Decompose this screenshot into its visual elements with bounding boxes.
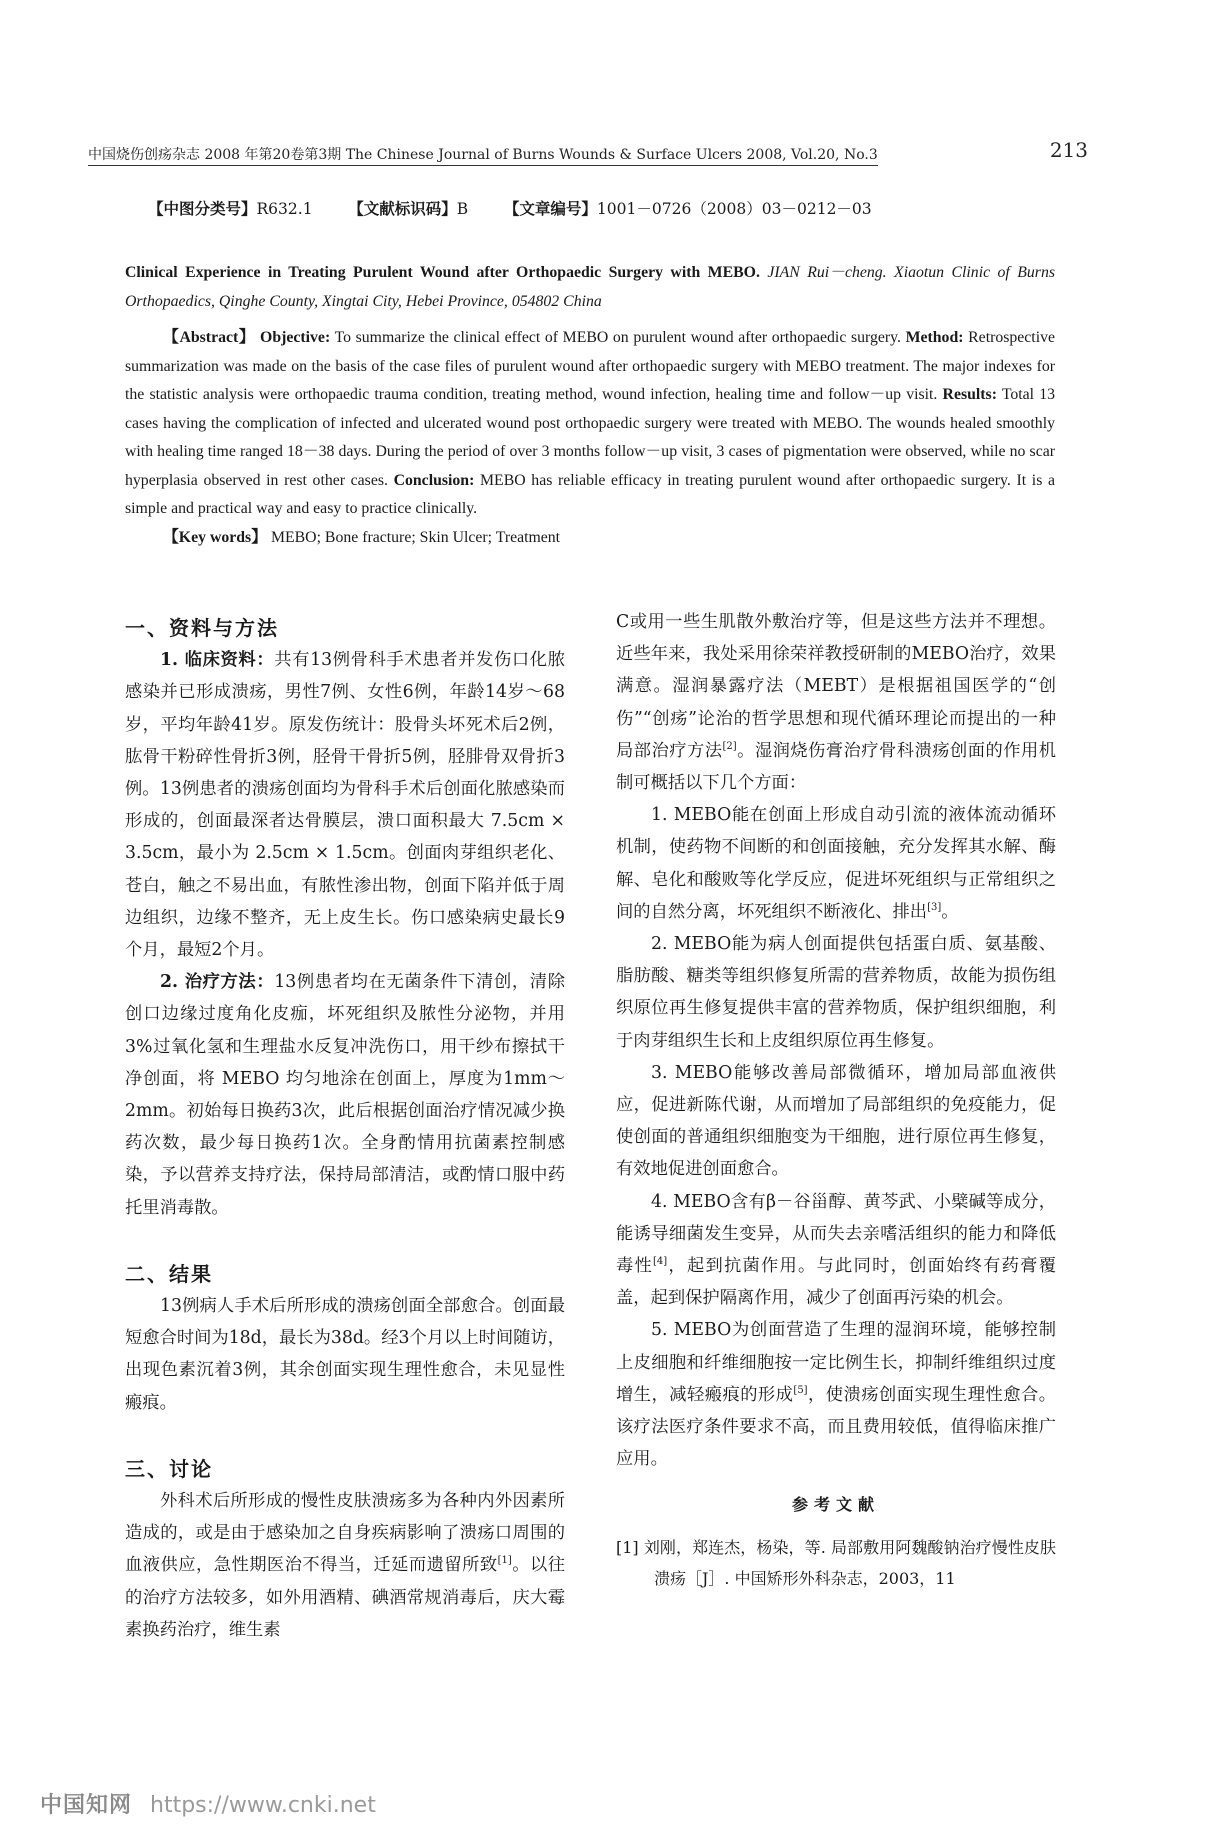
clc-label: 【中图分类号】 <box>148 199 257 218</box>
mechanism-1-text: 1. MEBO能在创面上形成自动引流的液体流动循环机制，使药物不间断的和创面接触，充分发挥其水解、酶解、皂化和酸败等化学反应，促进坏死组织与正常组织之间的自然分离，坏死组织不断液化、排出 <box>616 805 1056 922</box>
continued-text: C或用一些生肌散外敷治疗等，但是这些方法并不理想。近些年来，我处采用徐荣祥教授研制的MEBO治疗，效果满意。湿润暴露疗法（MEBT）是根据祖国医学的“创伤”“创疡”论治的哲学思想和现代循环理论而提出的一种局部治疗方法 <box>616 612 1056 761</box>
citation-3: [3] <box>927 902 942 914</box>
doc-code-label: 【文献标识码】 <box>348 199 457 218</box>
section-heading-methods: 一、资料与方法 <box>125 616 279 640</box>
citation-1: [1] <box>497 1555 512 1567</box>
english-abstract <box>125 324 1055 552</box>
mechanism-5-tail: ，使溃疡创面实现生理性愈合。该疗法医疗条件要求不高，而且费用较低，值得临床推广应用。 <box>616 1384 1056 1470</box>
mechanism-5-text: 5. MEBO为创面营造了生理的湿润环境，能够控制上皮细胞和纤维细胞按一定比例生长，抑制纤维组织过度增生，减轻瘢痕的形成 <box>616 1320 1056 1405</box>
english-title-block <box>125 258 1055 316</box>
mechanism-item-5 <box>616 1314 1056 1475</box>
clinical-data-label: 1. 临床资料： <box>160 650 275 671</box>
mechanism-item-1 <box>616 799 1056 928</box>
journal-running-title: 中国烧伤创疡杂志 2008 年第20卷第3期 The Chinese Journal of Burns Wounds & Surface Ulcers 2008, Vol.20, No.3 <box>88 144 878 166</box>
reference-1: [1] 刘刚，郑连杰，杨染，等. 局部敷用阿魏酸钠治疗慢性皮肤溃疡［J］. 中国矫形外科杂志，2003，11 <box>616 1537 1056 1588</box>
watermark-brand: 中国知网 <box>40 1793 133 1818</box>
running-header <box>88 138 1088 168</box>
keywords-label: 【Key words】 <box>163 528 267 546</box>
treatment-method-label: 2. 治疗方法： <box>160 972 275 993</box>
section-heading-results: 二、结果 <box>125 1261 213 1286</box>
discussion-text-tail: 。以往的治疗方法较多，如外用酒精、碘酒常规消毒后，庆大霉素换药治疗，维生素 <box>125 1555 565 1640</box>
paragraph-clinical-data <box>125 644 565 966</box>
left-column <box>125 612 565 1646</box>
section-heading-discussion: 三、讨论 <box>125 1456 213 1481</box>
abstract-paragraph <box>125 324 1055 524</box>
page-number: 213 <box>1049 138 1088 162</box>
clinical-data-text: 共有13例骨科手术患者并发伤口化脓感染并已形成溃疡，男性7例、女性6例，年龄14岁～68岁，平均年龄41岁。原发伤统计：股骨头坏死术后2例，肱骨干粉碎性骨折3例，胫骨干骨折5例，胫腓骨双骨折3例。13例患者的溃疡创面均为骨科手术后创面化脓感染而形成的，创面最深者达骨膜层，溃口面积最大 7.5cm × 3.5cm，最小为 2.5cm × 1.5cm。创面肉芽组织老化、苍白，触之不易出血，有脓性渗出物，创面下陷并低于周边组织，边缘不整齐，无上皮生长。伤口感染病史最长9个月，最短2个月。 <box>125 650 565 961</box>
watermark-url: https://www.cnki.net <box>150 1793 376 1818</box>
results-text: Total 13 cases having the complication of infected and ulcerated wound post orthopaedic surgery were treated with MEBO. The wounds healed smoothly with healing time ranged 18－38 days. During the period of over 3 months follow－up visit, 3 cases of pigmentation were observed, while no scar hyperplasia observed in rest other cases. <box>125 386 1056 489</box>
mechanism-item-4 <box>616 1186 1056 1315</box>
references-heading: 参考文献 <box>791 1495 880 1515</box>
mechanism-item-2: 2. MEBO能为病人创面提供包括蛋白质、氨基酸、脂肪酸、糖类等组织修复所需的营养物质，故能为损伤组织原位再生修复提供丰富的营养物质，保护组织细胞，利于肉芽组织生长和上皮组织原位再生修复。 <box>616 934 1056 1051</box>
right-column <box>616 606 1056 1594</box>
keywords-text: MEBO; Bone fracture; Skin Ulcer; Treatment <box>270 528 561 546</box>
mechanism-item-3: 3. MEBO能够改善局部微循环，增加局部血液供应，促进新陈代谢，从而增加了局部组织的免疫能力，促使创面的普通组织细胞变为干细胞，进行原位再生修复，有效地促进创面愈合。 <box>616 1062 1056 1180</box>
paragraph-discussion <box>125 1485 565 1646</box>
continued-text-tail: 。湿润烧伤膏治疗骨科溃疡创面的作用机制可概括以下几个方面： <box>616 740 1056 794</box>
method-text: Retrospective summarization was made on the basis of the case files of purulent wound after orthopaedic surgery with MEBO treatment. The major indexes for the statistic analysis were orthopaedic trauma condition, treating method, wound infection, healing time and follow－up visit. <box>125 329 1055 403</box>
mechanism-1-tail: 。 <box>941 901 959 922</box>
results-label: Results: <box>942 386 997 403</box>
doc-code-value: B <box>456 200 469 218</box>
method-label: Method: <box>905 329 964 346</box>
objective-label: Objective: <box>260 329 331 346</box>
citation-2: [2] <box>722 741 737 753</box>
treatment-method-text: 13例患者均在无菌条件下清创，清除创口边缘过度角化皮痂，坏死组织及脓性分泌物，并用3%过氧化氢和生理盐水反复冲洗伤口，用干纱布擦拭干净创面，将 MEBO 均匀地涂在创面上，厚度为1mm～2mm。初始每日换药3次，此后根据创面治疗情况减少换药次数，最少每日换药1次。全身酌情用抗菌素控制感染，予以营养支持疗法，保持局部清洁，或酌情口服中药托里消毒散。 <box>125 972 565 1218</box>
paragraph-continued <box>616 606 1056 799</box>
mechanism-4-tail: ，起到抗菌作用。与此同时，创面始终有药膏覆盖，起到保护隔离作用，减少了创面再污染的机会。 <box>616 1256 1056 1309</box>
classification-line <box>148 197 1048 219</box>
objective-text: To summarize the clinical effect of MEBO on purulent wound after orthopaedic surgery. <box>334 329 901 346</box>
english-author: JIAN Rui－cheng. Xiaotun Clinic of Burns Orthopaedics, Qinghe County, Xingtai City, Hebei Province, 054802 China <box>125 264 1055 310</box>
mechanism-4-text: 4. MEBO含有β－谷甾醇、黄芩武、小檗碱等成分，能诱导细菌发生变异，从而失去亲嗜活组织的能力和降低毒性 <box>616 1191 1056 1277</box>
keywords-paragraph <box>125 524 1055 553</box>
citation-4: [4] <box>653 1256 668 1268</box>
article-number-label: 【文章编号】 <box>503 199 597 218</box>
cnki-watermark <box>40 1788 376 1819</box>
conclusion-label: Conclusion: <box>393 471 475 489</box>
citation-5: [5] <box>793 1385 808 1397</box>
paragraph-treatment-method <box>125 966 565 1224</box>
discussion-text: 外科术后所形成的慢性皮肤溃疡多为各种内外因素所造成的，或是由于感染加之自身疾病影响了溃疡口周围的血液供应，急性期医治不得当，迁延而遗留所致 <box>125 1491 565 1576</box>
article-number-value: 1001－0726（2008）03－0212－03 <box>596 200 872 218</box>
paragraph-results: 13例病人手术后所形成的溃疡创面全部愈合。创面最短愈合时间为18d，最长为38d。经3个月以上时间随访，出现色素沉着3例，其余创面实现生理性愈合，未见显性瘢痕。 <box>125 1296 566 1413</box>
abstract-label: 【Abstract】 <box>163 329 256 346</box>
conclusion-text: MEBO has reliable efficacy in treating purulent wound after orthopaedic surgery. It is a simple and practical way and easy to practice clinically. <box>125 471 1055 517</box>
clc-value: R632.1 <box>256 200 313 218</box>
english-title: Clinical Experience in Treating Purulent Wound after Orthopaedic Surgery with MEBO. <box>125 264 760 281</box>
